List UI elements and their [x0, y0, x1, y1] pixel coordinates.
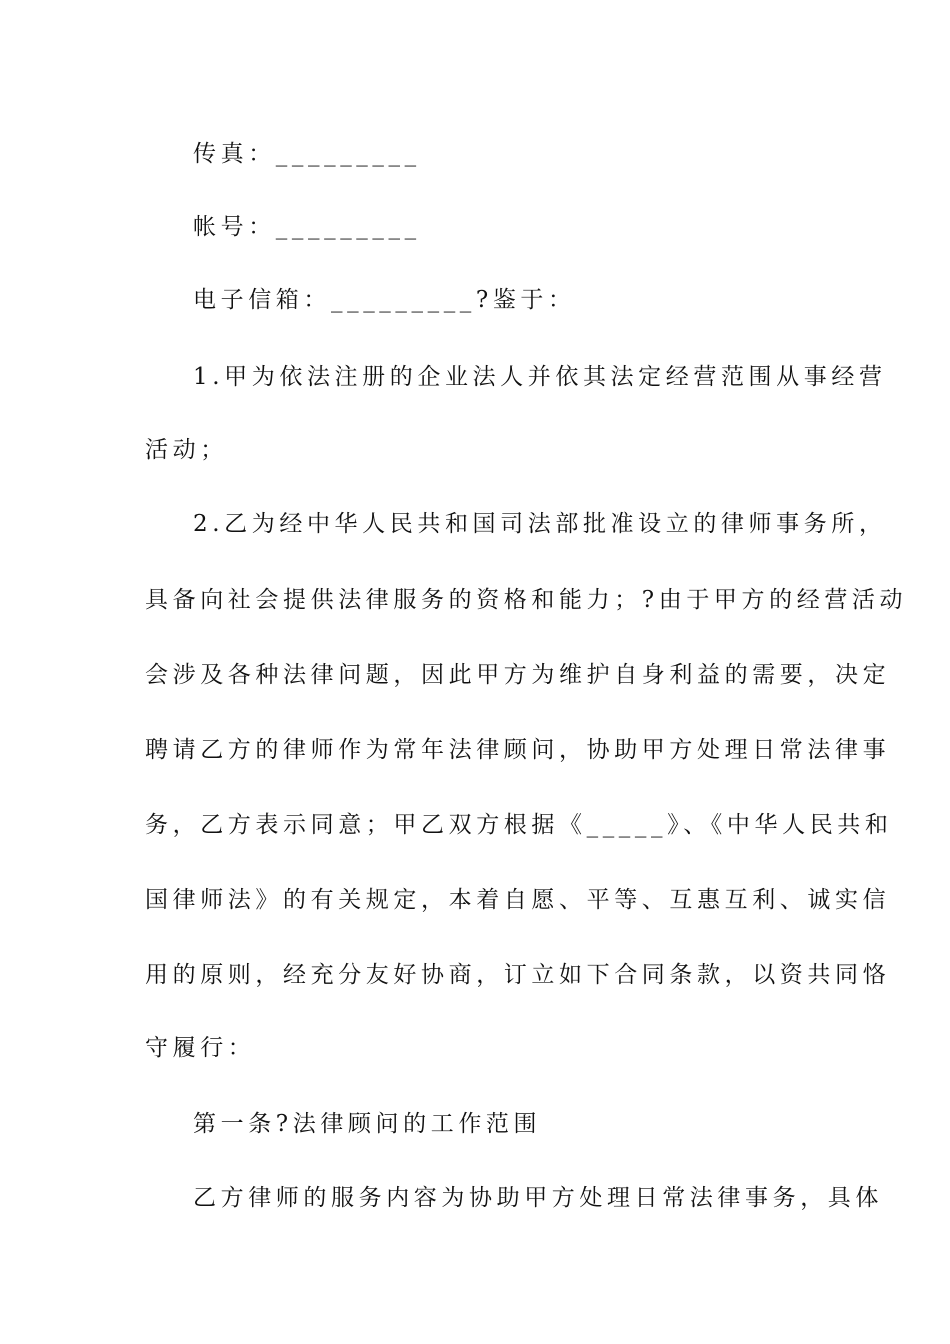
paragraph-line: 活动；: [145, 437, 228, 463]
paragraph-line: 2.乙为经中华人民共和国司法部批准设立的律师事务所，: [193, 511, 887, 537]
fax-line: 传真：_________: [193, 141, 421, 167]
paragraph-line: 守履行：: [145, 1035, 256, 1061]
paragraph-line: 聘请乙方的律师作为常年法律顾问，协助甲方处理日常法律事: [145, 737, 891, 763]
paragraph-line: 会涉及各种法律问题，因此甲方为维护自身利益的需要，决定: [145, 662, 891, 688]
paragraph-line: 1.甲为依法注册的企业法人并依其法定经营范围从事经营: [193, 364, 887, 390]
paragraph-line: 用的原则，经充分友好协商，订立如下合同条款，以资共同恪: [145, 962, 891, 988]
paragraph-line: 务，乙方表示同意；甲乙双方根据《_____》、《中华人民共和: [145, 812, 893, 838]
paragraph-line: 乙方律师的服务内容为协助甲方处理日常法律事务，具体: [193, 1185, 883, 1211]
email-line: 电子信箱：_________?鉴于：: [193, 287, 576, 313]
account-line: 帐号：_________: [193, 214, 421, 240]
paragraph-line: 具备向社会提供法律服务的资格和能力；?由于甲方的经营活动: [145, 587, 908, 613]
paragraph-line: 国律师法》的有关规定，本着自愿、平等、互惠互利、诚实信: [145, 887, 891, 913]
section-heading: 第一条?法律顾问的工作范围: [193, 1111, 542, 1137]
